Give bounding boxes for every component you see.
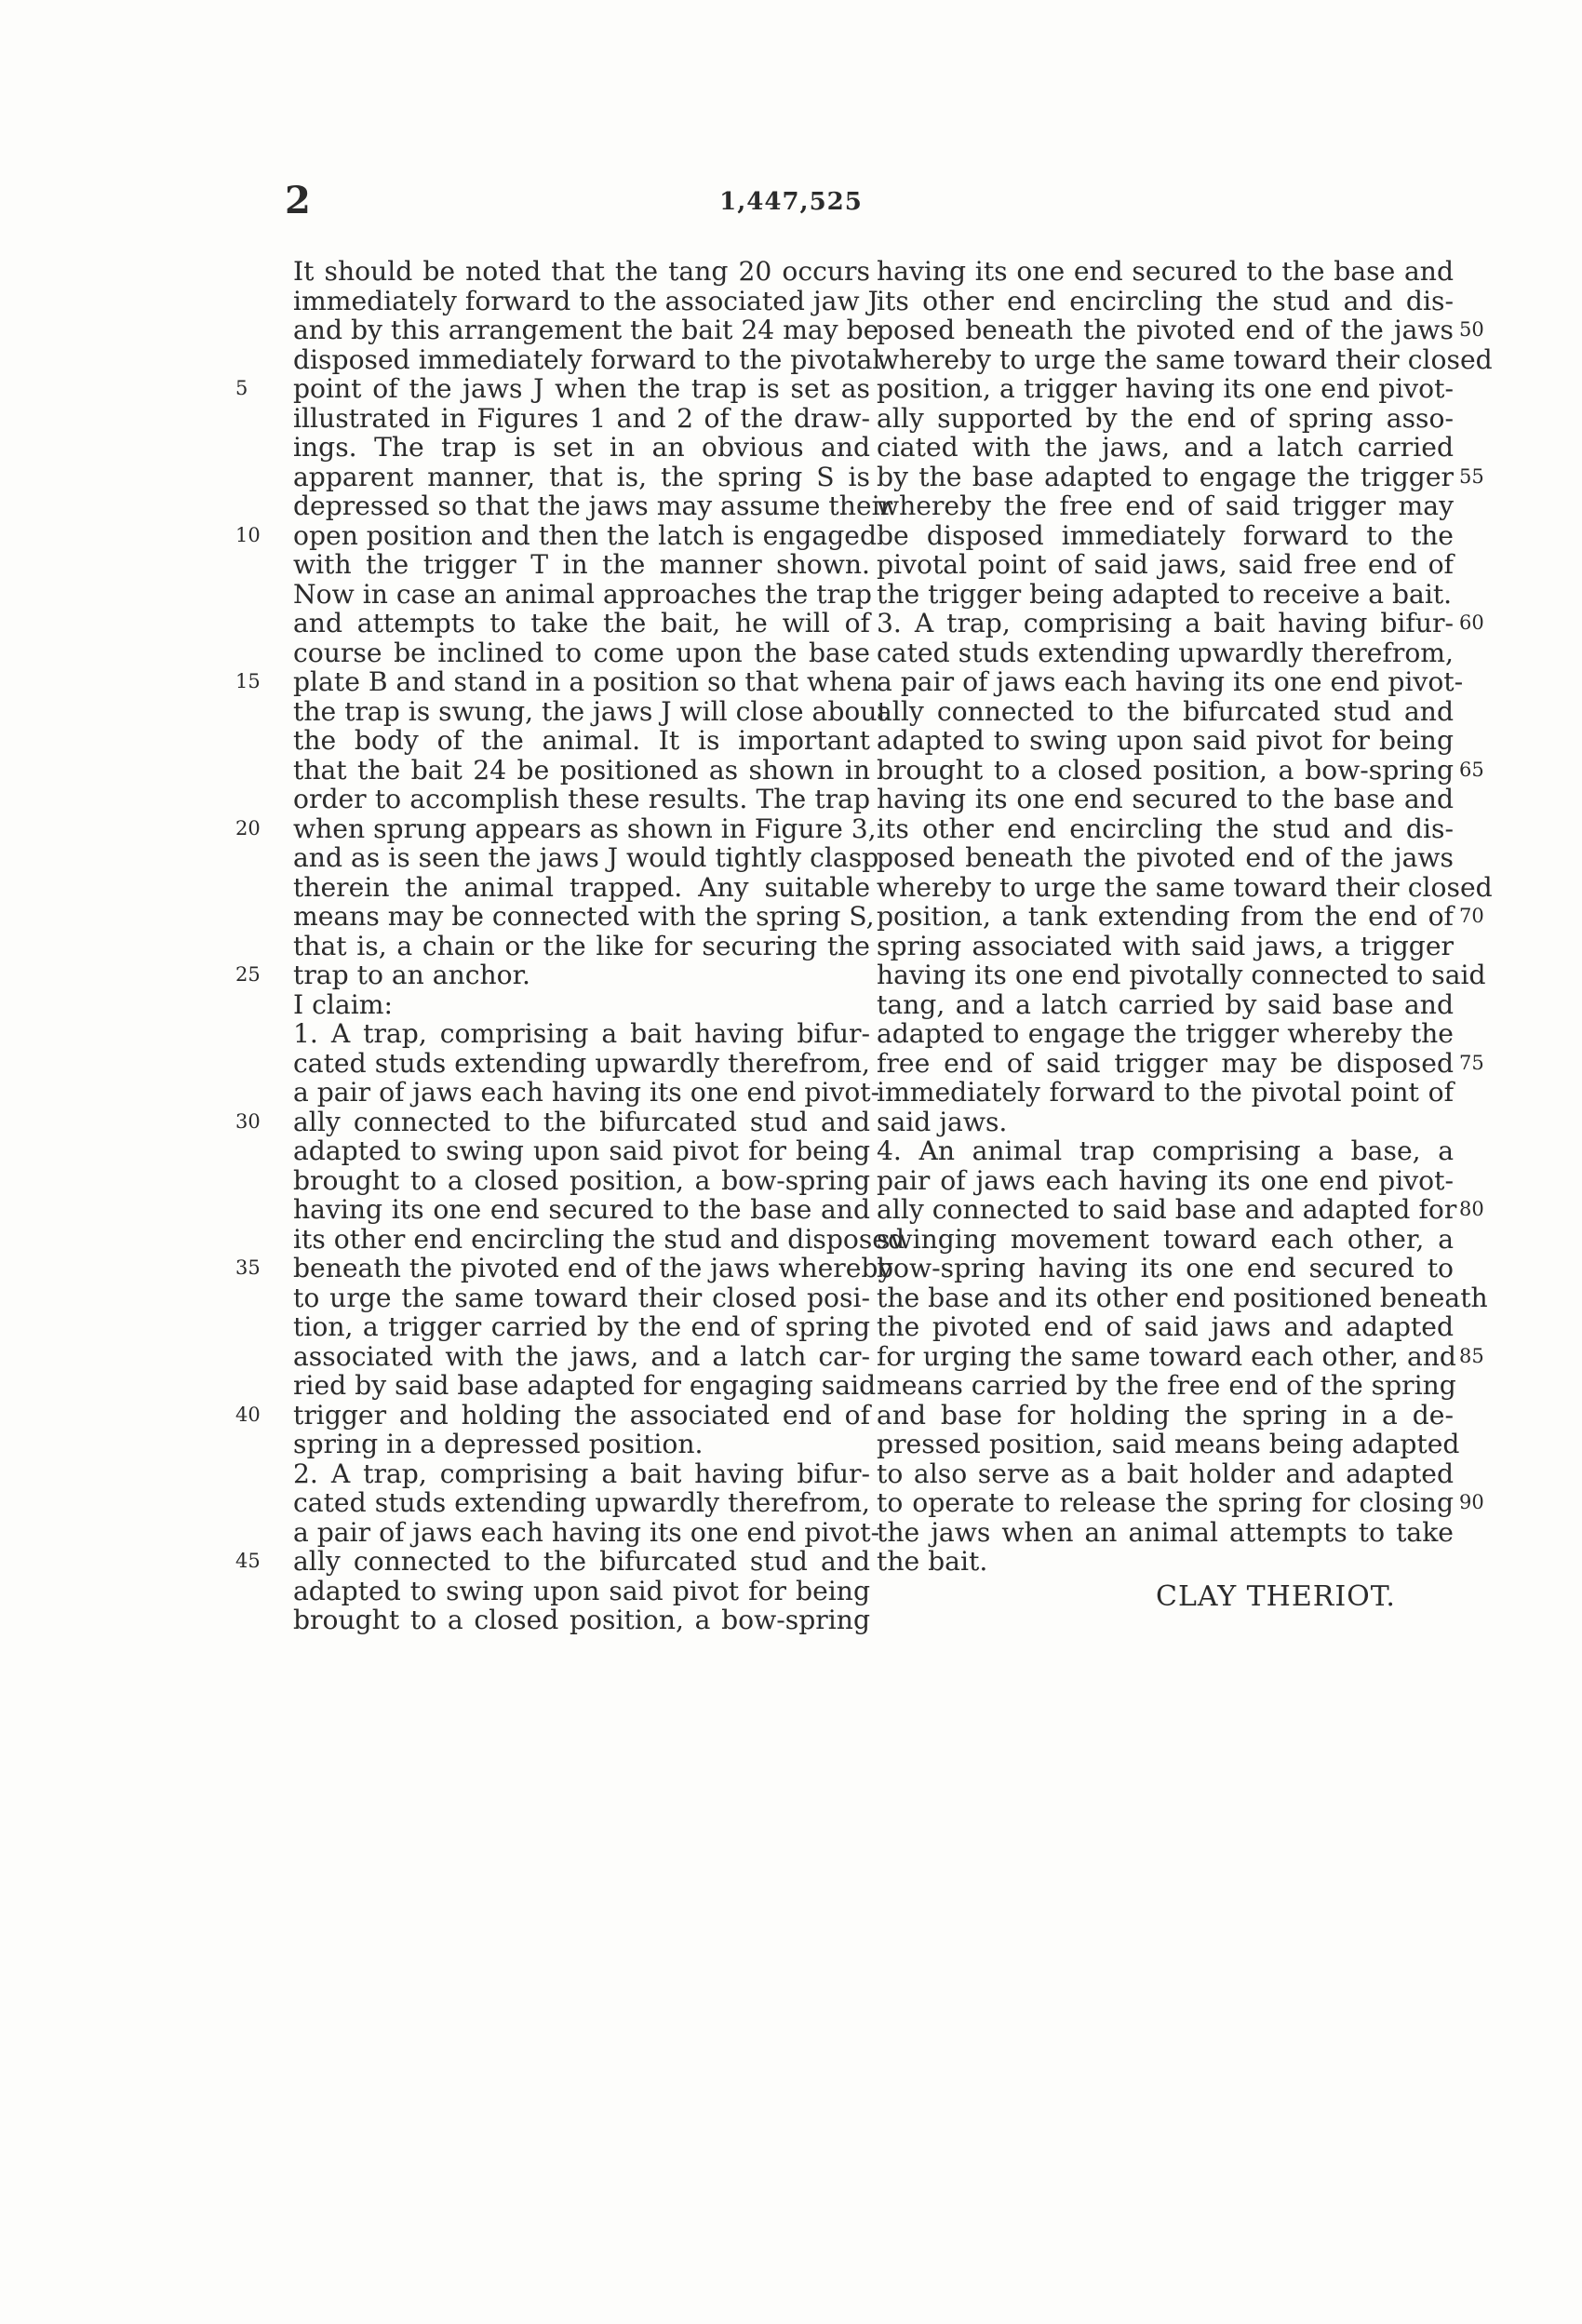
text-line: Now in case an animal approaches the trap xyxy=(293,578,872,610)
text-line: its other end encircling the stud and dis- xyxy=(877,813,1454,844)
text-line: that is, a chain or the like for securing the xyxy=(293,930,870,961)
text-line: having its one end pivotally connected to said xyxy=(877,960,1486,990)
text-line: swinging movement toward each other, a xyxy=(877,1223,1454,1255)
text-line: whereby to urge the same toward their closed xyxy=(877,343,1493,375)
margin-line-number: 55 xyxy=(1459,464,1484,488)
text-line: when sprung appears as shown in Figure 3, xyxy=(293,813,877,844)
text-line: ciated with the jaws, and a latch carried xyxy=(877,432,1454,463)
text-line: adapted to engage the trigger whereby the xyxy=(877,1018,1454,1049)
margin-line-number: 35 xyxy=(235,1256,261,1279)
right-column xyxy=(877,256,1493,1577)
text-line: means carried by the free end of the spring xyxy=(877,1370,1456,1401)
text-line: disposed immediately forward to the pivotal xyxy=(293,343,881,375)
text-line: order to accomplish these results. The trap xyxy=(293,784,870,814)
text-line: a pair of jaws each having its one end pivot- xyxy=(293,1516,880,1548)
text-line: bow-spring having its one end secured to xyxy=(877,1253,1454,1283)
margin-line-number: 10 xyxy=(235,523,261,546)
text-line: free end of said trigger may be disposed xyxy=(877,1047,1454,1079)
text-line: beneath the pivoted end of the jaws whereby xyxy=(293,1253,893,1283)
text-line: means may be connected with the spring S, xyxy=(293,901,875,932)
text-line: illustrated in Figures 1 and 2 of the draw- xyxy=(293,402,870,434)
text-line: and as is seen the jaws J would tightly clasp xyxy=(293,842,879,873)
margin-line-number: 75 xyxy=(1459,1051,1484,1074)
text-line: for urging the same toward each other, and xyxy=(877,1340,1456,1372)
text-line: the pivoted end of said jaws and adapted xyxy=(877,1311,1454,1342)
text-line: to operate to release the spring for closing xyxy=(877,1487,1454,1518)
page-number: 2 xyxy=(285,179,311,222)
text-line: therein the animal trapped. Any suitable xyxy=(293,871,870,903)
text-line: adapted to swing upon said pivot for being xyxy=(293,1575,870,1606)
text-line: and attempts to take the bait, he will of xyxy=(293,608,870,638)
text-line: brought to a closed position, a bow-spring xyxy=(293,1164,870,1196)
text-line: the base and its other end positioned beneath xyxy=(877,1282,1488,1313)
text-line: immediately forward to the pivotal point of xyxy=(877,1077,1454,1108)
text-line: the trigger being adapted to receive a bait. xyxy=(877,578,1453,610)
text-line: its other end encircling the stud and dis- xyxy=(877,285,1454,316)
text-line: 1. A trap, comprising a bait having bifur- xyxy=(293,1018,870,1049)
text-line: tion, a trigger carried by the end of spring xyxy=(293,1311,870,1342)
margin-line-number: 30 xyxy=(235,1109,261,1133)
text-line: be disposed immediately forward to the xyxy=(877,519,1454,551)
text-line: having its one end secured to the base and xyxy=(293,1194,870,1225)
text-line: depressed so that the jaws may assume their xyxy=(293,490,893,521)
text-line: the jaws when an animal attempts to take xyxy=(877,1516,1454,1548)
text-line: a pair of jaws each having its one end pivot- xyxy=(293,1077,880,1108)
text-line: spring in a depressed position. xyxy=(293,1429,704,1459)
margin-line-number: 65 xyxy=(1459,758,1484,781)
text-line: pair of jaws each having its one end pivot- xyxy=(877,1164,1454,1196)
text-line: position, a trigger having its one end pivot- xyxy=(877,373,1454,404)
text-line: I claim: xyxy=(293,988,393,1020)
patent-number: 1,447,525 xyxy=(719,188,863,216)
text-line: associated with the jaws, and a latch car- xyxy=(293,1340,870,1372)
text-line: trap to an anchor. xyxy=(293,960,530,990)
text-line: ally connected to the bifurcated stud and xyxy=(293,1546,870,1577)
text-line: the body of the animal. It is important xyxy=(293,725,870,756)
text-line: to also serve as a bait holder and adapted xyxy=(877,1458,1454,1489)
text-line: brought to a closed position, a bow-spring xyxy=(877,754,1454,786)
text-line: ally connected to said base and adapted for xyxy=(877,1194,1457,1225)
text-line: open position and then the latch is engaged xyxy=(293,519,878,551)
text-line: It should be noted that the tang 20 occurs xyxy=(293,256,870,287)
left-column xyxy=(235,256,905,1635)
text-line: ings. The trap is set in an obvious and xyxy=(293,432,870,463)
margin-line-number: 40 xyxy=(235,1403,261,1426)
text-line: point of the jaws J when the trap is set as xyxy=(293,373,870,404)
text-line: to urge the same toward their closed posi- xyxy=(293,1282,870,1313)
margin-line-number: 60 xyxy=(1459,611,1484,634)
text-line: its other end encircling the stud and disposed xyxy=(293,1223,905,1255)
margin-line-number: 15 xyxy=(235,670,261,692)
text-line: pivotal point of said jaws, said free end of xyxy=(877,549,1454,580)
text-line: whereby to urge the same toward their closed xyxy=(877,871,1493,903)
text-line: the bait. xyxy=(877,1546,988,1577)
text-line: course be inclined to come upon the base xyxy=(293,637,870,668)
text-line: having its one end secured to the base and xyxy=(877,256,1454,287)
text-line: ally supported by the end of spring asso- xyxy=(877,402,1454,434)
text-line: having its one end secured to the base and xyxy=(877,784,1454,814)
text-line: adapted to swing upon said pivot for being xyxy=(293,1135,870,1166)
text-line: that the bait 24 be positioned as shown in xyxy=(293,754,870,786)
text-line: plate B and stand in a position so that when xyxy=(293,666,879,697)
text-line: apparent manner, that is, the spring S is xyxy=(293,461,870,492)
text-line: immediately forward to the associated jaw J xyxy=(293,285,878,316)
text-line: posed beneath the pivoted end of the jaws xyxy=(877,842,1454,873)
margin-line-number: 25 xyxy=(235,963,261,986)
text-line: ally connected to the bifurcated stud and xyxy=(293,1106,870,1137)
text-line: adapted to swing upon said pivot for being xyxy=(877,725,1454,756)
margin-line-number: 90 xyxy=(1459,1491,1484,1513)
text-line: the trap is swung, the jaws J will close about xyxy=(293,695,888,727)
text-line: position, a tank extending from the end of xyxy=(877,901,1454,932)
text-line: 4. An animal trap comprising a base, a xyxy=(877,1135,1454,1166)
text-line: by the base adapted to engage the trigger xyxy=(877,461,1454,492)
text-line: with the trigger T in the manner shown. xyxy=(293,549,870,580)
margin-line-number: 85 xyxy=(1459,1344,1484,1367)
margin-line-number: 5 xyxy=(235,377,248,399)
text-line: ally connected to the bifurcated stud and xyxy=(877,695,1454,727)
text-line: 3. A trap, comprising a bait having bifur- xyxy=(877,608,1454,638)
text-line: pressed position, said means being adapted xyxy=(877,1429,1460,1459)
inventor-signature: CLAY THERIOT. xyxy=(1156,1580,1396,1613)
text-line: ried by said base adapted for engaging said xyxy=(293,1370,877,1401)
margin-line-number: 20 xyxy=(235,816,261,840)
text-line: spring associated with said jaws, a trigger xyxy=(877,930,1454,961)
text-line: posed beneath the pivoted end of the jaws xyxy=(877,315,1454,345)
text-line: and base for holding the spring in a de- xyxy=(877,1399,1454,1431)
text-line: a pair of jaws each having its one end pivot- xyxy=(877,666,1464,697)
text-line: cated studs extending upwardly therefrom, xyxy=(293,1487,870,1518)
text-line: brought to a closed position, a bow-spring xyxy=(293,1605,870,1635)
text-line: said jaws. xyxy=(877,1106,1008,1137)
text-line: cated studs extending upwardly therefrom, xyxy=(877,637,1454,668)
text-line: and by this arrangement the bait 24 may be xyxy=(293,315,879,345)
margin-line-number: 45 xyxy=(235,1550,261,1572)
margin-line-number: 80 xyxy=(1459,1198,1484,1220)
text-line: 2. A trap, comprising a bait having bifur- xyxy=(293,1458,870,1489)
text-line: trigger and holding the associated end of xyxy=(293,1399,870,1431)
text-line: tang, and a latch carried by said base and xyxy=(877,988,1454,1020)
margin-line-number: 50 xyxy=(1459,318,1484,341)
text-line: whereby the free end of said trigger may xyxy=(877,490,1454,521)
text-line: cated studs extending upwardly therefrom, xyxy=(293,1047,870,1079)
margin-line-number: 70 xyxy=(1459,905,1484,927)
